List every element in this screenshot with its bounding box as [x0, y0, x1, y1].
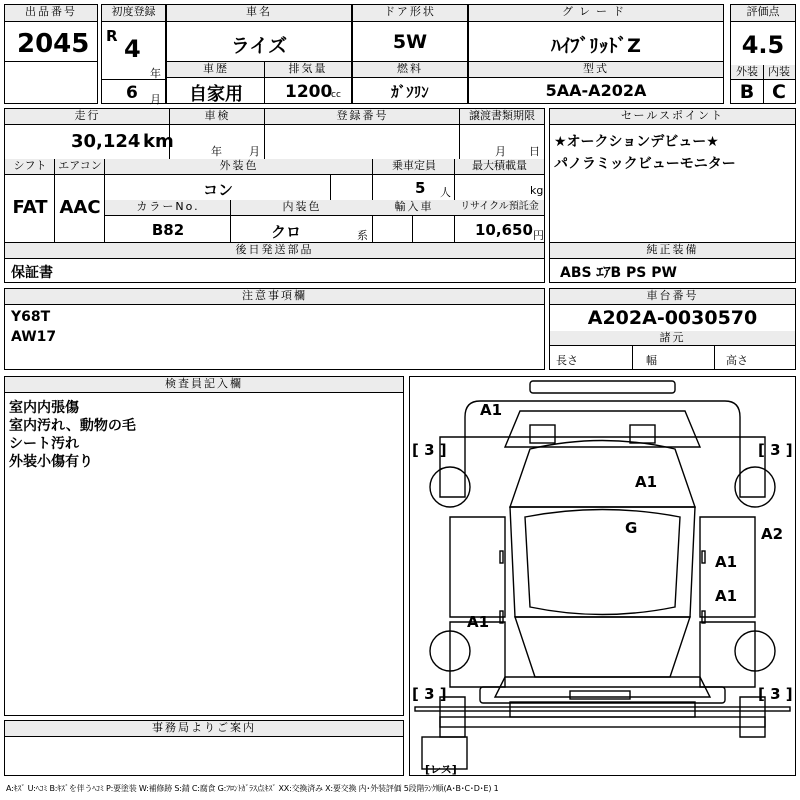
era: R — [106, 27, 118, 45]
yen-unit: 円 — [533, 229, 544, 242]
chassis-number: A202A-0030570 — [587, 307, 758, 329]
history: 自家用 — [189, 84, 243, 105]
damage-mark-front-bumper: A1 — [480, 401, 503, 419]
caution-line-2: AW17 — [11, 329, 57, 345]
inspection-month-unit: 月 — [249, 145, 260, 158]
interior-color-label: 内装色 — [231, 200, 373, 216]
tire-rear-right: [ 3 ] — [758, 685, 793, 703]
fuel: ｶﾞｿﾘﾝ — [391, 83, 429, 101]
month-unit: 月 — [150, 93, 161, 106]
registration-month: 6 — [126, 83, 138, 103]
displacement-label: 排気量 — [265, 62, 351, 78]
interior-color: クロ — [270, 223, 301, 241]
sales-point-box — [549, 108, 796, 243]
exterior-label: 外装 — [731, 65, 763, 80]
car-name-box — [166, 4, 352, 62]
score-label: 評価点 — [731, 5, 795, 22]
history-box — [166, 61, 352, 104]
damage-mark-glass: G — [625, 519, 638, 537]
registration-number-label: 登録番号 — [265, 109, 460, 125]
score-box — [730, 4, 796, 104]
spare-tire: [レス] — [425, 763, 457, 776]
inspection-year-unit: 年 — [211, 145, 222, 158]
door-box — [352, 4, 468, 62]
office-box — [4, 720, 404, 776]
height-label: 高さ — [726, 354, 748, 367]
model-label: 型式 — [469, 62, 723, 78]
door-label: ドア形状 — [353, 5, 467, 22]
office-label: 事務局よりご案内 — [5, 721, 403, 737]
later-parts-box — [4, 242, 545, 283]
lot-number: 2045 — [17, 29, 90, 59]
inspector-line-4: 外装小傷有り — [9, 454, 93, 470]
inspection-label: 車検 — [170, 109, 265, 125]
width-label: 幅 — [646, 354, 657, 367]
dimensions-label: 諸元 — [550, 331, 795, 346]
import-label: 輸入車 — [373, 200, 455, 216]
genuine-equipment: ABS ｴｱB PS PW — [560, 265, 677, 281]
sales-point-line-2: パノラミックビューモニター — [554, 156, 736, 172]
sales-point-label: セールスポイント — [550, 109, 795, 125]
aircon: AAC — [59, 197, 101, 218]
tire-front-right: [ 3 ] — [758, 441, 793, 459]
caution-label: 注意事項欄 — [5, 289, 544, 305]
caution-box — [4, 288, 545, 370]
capacity-label: 乗車定員 — [373, 159, 455, 175]
spec-block — [4, 108, 545, 243]
caution-line-1: Y68T — [11, 309, 51, 325]
genuine-equipment-label: 純正装備 — [550, 243, 795, 259]
transfer-month-unit: 月 — [495, 145, 506, 158]
displacement-unit: cc — [331, 90, 341, 100]
damage-mark-roof: A1 — [635, 473, 658, 491]
car-diagram — [410, 377, 795, 775]
grade-box — [468, 4, 724, 62]
inspector-label: 検査員記入欄 — [5, 377, 403, 393]
car-name: ライズ — [230, 35, 288, 57]
interior-score: C — [772, 81, 786, 103]
lot-number-label: 出品番号 — [5, 5, 97, 22]
capacity: 5 — [415, 179, 426, 197]
chassis-label: 車台番号 — [550, 289, 795, 305]
mileage: 30,124 — [71, 131, 141, 152]
door-type: 5W — [392, 31, 428, 53]
exterior-score: B — [739, 81, 755, 103]
mileage-label: 走行 — [5, 109, 170, 125]
aircon-label: エアコン — [55, 159, 105, 175]
shift: FAT — [12, 197, 48, 218]
damage-mark-right-door-rear: A1 — [715, 587, 738, 605]
transfer-day-unit: 日 — [529, 145, 540, 158]
shift-label: シフト — [5, 159, 55, 175]
first-registration-box — [101, 4, 166, 104]
mileage-unit: km — [143, 131, 174, 152]
later-parts-label: 後日発送部品 — [5, 243, 544, 259]
kg-unit: kg — [530, 184, 544, 197]
model-box — [468, 61, 724, 104]
later-parts: 保証書 — [11, 265, 53, 281]
inspector-line-1: 室内内張傷 — [9, 400, 79, 416]
recycle-label: リサイクル預託金 — [455, 200, 544, 216]
genuine-equipment-box — [549, 242, 796, 283]
inspector-box — [4, 376, 404, 716]
color-series-unit: 系 — [357, 229, 368, 242]
length-label: 長さ — [556, 354, 578, 367]
exterior-color-label: 外装色 — [105, 159, 373, 175]
year-unit: 年 — [150, 67, 161, 80]
inspector-line-2: 室内汚れ、動物の毛 — [9, 418, 136, 434]
interior-label: 内装 — [763, 65, 795, 80]
transfer-docs-label: 譲渡書類期限 — [460, 109, 544, 125]
overall-score: 4.5 — [741, 31, 785, 59]
fuel-box — [352, 61, 468, 104]
registration-year: 4 — [124, 35, 141, 63]
first-registration-label: 初度登録 — [102, 5, 165, 22]
displacement: 1200 — [285, 82, 333, 102]
inspector-line-3: シート汚れ — [9, 436, 79, 452]
color-number-label: カラーNo. — [105, 200, 231, 216]
car-name-label: 車名 — [167, 5, 351, 22]
damage-diagram-box — [409, 376, 796, 776]
legend: A:ｷｽﾞ U:ﾍｺﾐ B:ｷｽﾞを伴うﾍｺﾐ P:要塗装 W:補修跡 S:錆 C:腐食 G:ﾌﾛﾝﾄｶﾞﾗｽ点ｷｽﾞ XX:交換済み X:要交換 内･外装評価 5段階ﾗﾝｸ順(A･B･C･D･E) 1 — [6, 784, 499, 793]
recycle-fee: 10,650 — [475, 221, 533, 239]
chassis-box — [549, 288, 796, 370]
grade: ﾊｲﾌﾞﾘｯﾄﾞZ — [551, 35, 641, 57]
tire-front-left: [ 3 ] — [412, 441, 447, 459]
color-number: B82 — [151, 221, 185, 239]
exterior-color: コン — [202, 181, 233, 199]
grade-label: グレード — [469, 5, 723, 22]
fuel-label: 燃料 — [353, 62, 467, 78]
model: 5AA-A202A — [545, 81, 647, 100]
damage-mark-right-fender: A2 — [761, 525, 784, 543]
max-load-label: 最大積載量 — [455, 159, 544, 175]
damage-mark-left-door: A1 — [467, 613, 490, 631]
damage-mark-right-door-front: A1 — [715, 553, 738, 571]
person-unit: 人 — [440, 186, 451, 199]
tire-rear-left: [ 3 ] — [412, 685, 447, 703]
lot-number-box — [4, 4, 98, 104]
sales-point-line-1: ★オークションデビュー★ — [554, 134, 719, 150]
history-label: 車歴 — [167, 62, 265, 78]
